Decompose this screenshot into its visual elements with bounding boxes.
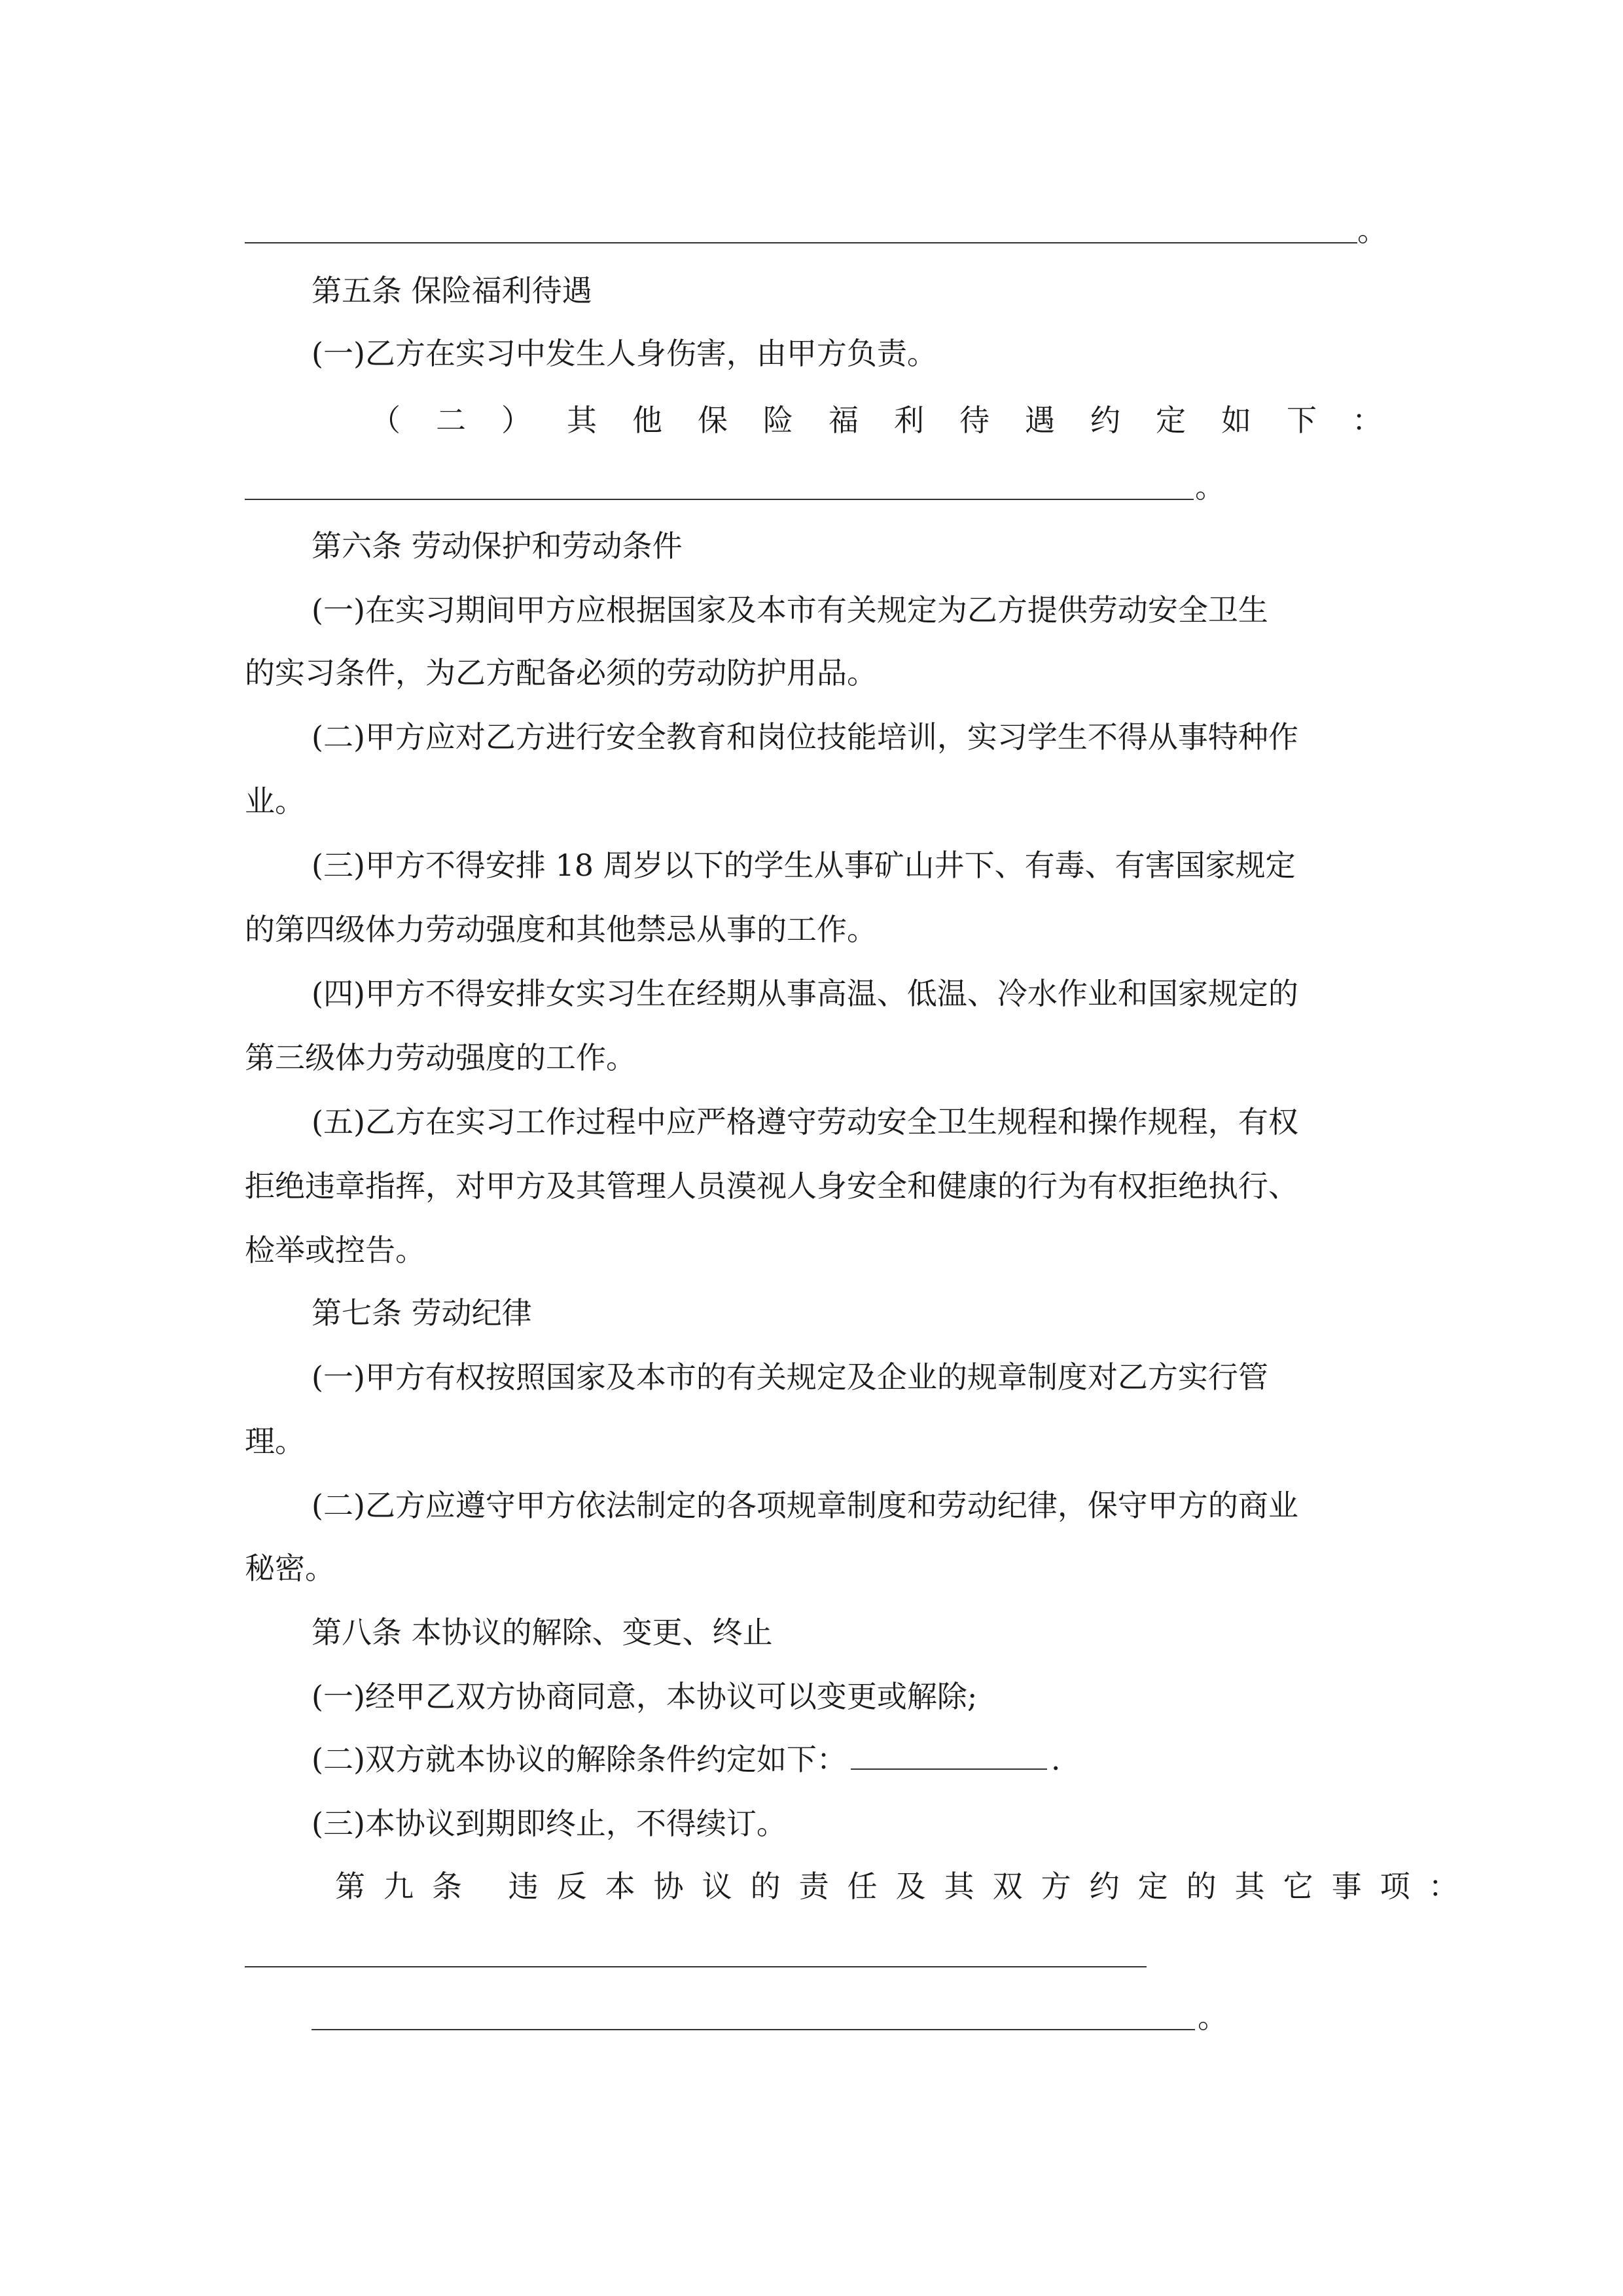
- article-8-title: 第八条 本协议的解除、变更、终止: [312, 1615, 773, 1650]
- article-6-title: 第六条 劳动保护和劳动条件: [312, 528, 683, 564]
- fill-in-blank: [245, 242, 1357, 243]
- fill-in-blank: [851, 1742, 1047, 1770]
- article-8-clause-1: (一)经甲乙双方协商同意，本协议可以变更或解除;: [312, 1679, 978, 1714]
- article-5-clause-2: [370, 401, 1418, 440]
- article-6-clause-4-line-1: (四)甲方不得安排女实习生在经期从事高温、低温、冷水作业和国家规定的: [312, 976, 1298, 1011]
- article-6-clause-5-line-2: 拒绝违章指挥，对甲方及其管理人员漠视人身安全和健康的行为有权拒绝执行、: [245, 1168, 1298, 1204]
- article-6-clause-2-line-2: 业。: [245, 783, 305, 819]
- clause-2-end: .: [1050, 1742, 1061, 1777]
- article-6-clause-2-line-1: (二)甲方应对乙方进行安全教育和岗位技能培训，实习学生不得从事特种作: [312, 719, 1298, 755]
- article-7-title: 第七条 劳动纪律: [312, 1295, 532, 1331]
- article-6-clause-3-line-2: 的第四级体力劳动强度和其他禁忌从事的工作。: [245, 912, 877, 947]
- article-6-clause-3-line-1: (三)甲方不得安排 18 周岁以下的学生从事矿山井下、有毒、有害国家规定: [312, 848, 1296, 883]
- article-6-clause-1-line-2: 的实习条件，为乙方配备必须的劳动防护用品。: [245, 655, 877, 691]
- period-mark: 。: [1195, 469, 1225, 505]
- fill-in-blank: [245, 499, 1194, 500]
- period-mark: 。: [1198, 2000, 1228, 2035]
- article-6-clause-1-line-1: (一)在实习期间甲方应根据国家及本市有关规定为乙方提供劳动安全卫生: [312, 592, 1268, 628]
- article-8-clause-3: (三)本协议到期即终止，不得续订。: [312, 1806, 787, 1841]
- article-6-clause-5-line-3: 检举或控告。: [245, 1232, 425, 1268]
- article-6-clause-4-line-2: 第三级体力劳动强度的工作。: [245, 1040, 636, 1075]
- article-7-clause-1-line-2: 理。: [245, 1424, 305, 1459]
- article-5-clause-1: (一)乙方在实习中发生人身伤害，由甲方负责。: [312, 336, 937, 371]
- article-5-title: 第五条 保险福利待遇: [312, 273, 592, 308]
- article-6-clause-5-line-1: (五)乙方在实习工作过程中应严格遵守劳动安全卫生规程和操作规程，有权: [312, 1104, 1298, 1139]
- article-9-title: [335, 1867, 1477, 1906]
- fill-in-blank: [312, 2029, 1195, 2030]
- article-7-clause-1-line-1: (一)甲方有权按照国家及本市的有关规定及企业的规章制度对乙方实行管: [312, 1359, 1268, 1395]
- article-7-clause-2-line-2: 秘密。: [245, 1551, 335, 1586]
- fill-in-blank: [245, 1966, 1147, 1967]
- clause-2-text: (二)双方就本协议的解除条件约定如下：: [312, 1742, 847, 1777]
- clause-2-text: （二）其他保险福利待遇约定如下：: [370, 403, 1418, 438]
- period-mark: 。: [1357, 213, 1387, 248]
- article-8-clause-2: [312, 1740, 1061, 1779]
- article-7-clause-2-line-1: (二)乙方应遵守甲方依法制定的各项规章制度和劳动纪律，保守甲方的商业: [312, 1488, 1298, 1523]
- article-9-text: 第九条 违反本协议的责任及其双方约定的其它事项：: [335, 1869, 1477, 1904]
